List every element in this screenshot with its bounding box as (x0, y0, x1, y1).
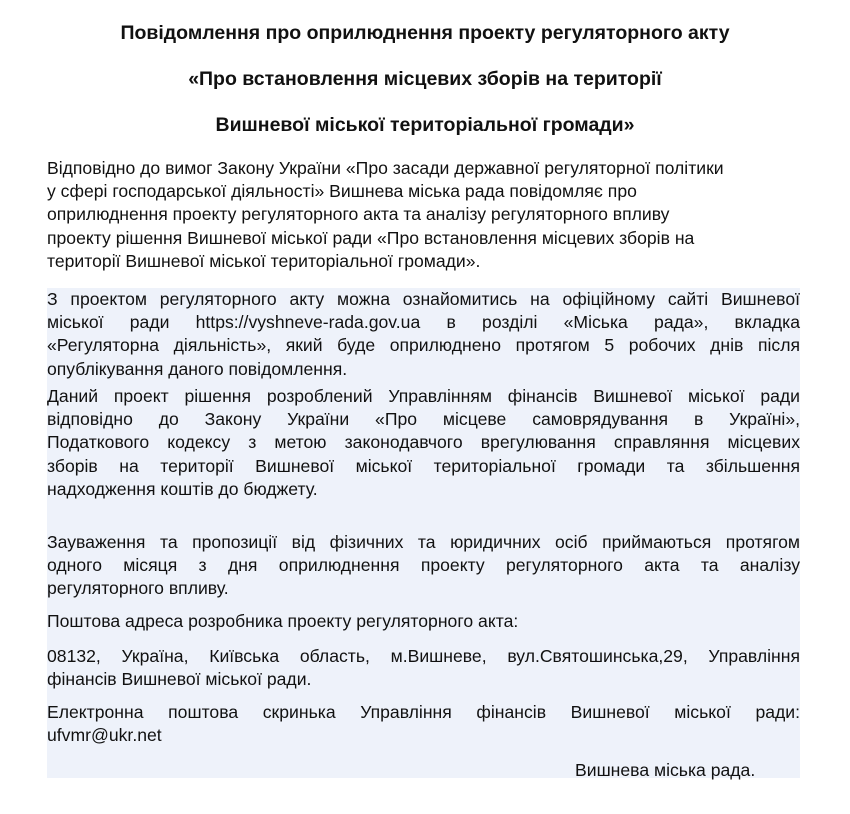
text-line: 08132, Україна, Київська область, м.Вишневе, вул.Святошинська,29, Управління (47, 646, 800, 666)
text-line: території Вишневої міської територіальної громади». (47, 250, 481, 271)
paragraph-comments-period (47, 531, 800, 601)
text-line: у сфері господарської діяльності» Вишнева міська рада повідомляє про (47, 181, 637, 202)
text-line: Зауваження та пропозиції від фізичних та юридичних осіб приймаються протягом (47, 532, 800, 552)
title-line-1: Повідомлення про оприлюднення проекту регуляторного акту (120, 22, 730, 44)
text-line: «Регуляторна діяльність», який буде оприлюднено протягом 5 робочих днів після (47, 335, 800, 356)
signature: Вишнева міська рада. (575, 760, 756, 780)
paragraph-postal-heading (47, 610, 800, 633)
title-line-3: Вишневої міської територіальної громади» (215, 114, 635, 136)
text-line: регуляторного впливу. (47, 578, 229, 599)
text-line: зборів на території Вишневої міської територіальної громади та збільшення (47, 455, 800, 476)
text-line: одного місяця з дня оприлюднення проекту регуляторного акта та аналізу (47, 555, 800, 576)
text-line: проекту рішення Вишневої міської ради «Про встановлення місцевих зборів на (47, 227, 695, 248)
text-line: Податкового кодексу з метою законодавчого врегулювання справляння місцевих (47, 432, 800, 453)
email-address: ufvmr@ukr.net (47, 725, 162, 746)
text-line: Даний проект рішення розроблений Управлінням фінансів Вишневої міської ради (47, 386, 800, 406)
text-line: міської ради https://vyshneve-rada.gov.ua в розділі «Міська рада», вкладка (47, 312, 800, 333)
title-line-2: «Про встановлення місцевих зборів на території (188, 68, 662, 90)
paragraph-postal-address (47, 645, 800, 691)
text-line: Відповідно до вимог Закону України «Про засади державної регуляторної політики (47, 158, 724, 178)
text-line: надходження коштів до бюджету. (47, 478, 318, 499)
document-title (0, 22, 850, 136)
text-line: Електронна поштова скринька Управління фінансів Вишневої міської ради: (47, 702, 800, 722)
text-line: опублікування даного повідомлення. (47, 358, 348, 379)
text-line: З проектом регуляторного акту можна ознайомитись на офіційному сайті Вишневої (47, 289, 800, 309)
text-line: Поштова адреса розробника проекту регуляторного акта: (47, 611, 519, 631)
paragraph-developer-info (47, 385, 800, 501)
paragraph-website-info (47, 288, 800, 381)
paragraph-email (47, 701, 800, 747)
paragraph-legal-basis (47, 157, 800, 273)
text-line: фінансів Вишневої міської ради. (47, 669, 312, 690)
text-line: оприлюднення проекту регуляторного акта та аналізу регуляторного впливу (47, 204, 670, 225)
text-line: відповідно до Закону України «Про місцеве самоврядування в Україні», (47, 409, 800, 430)
